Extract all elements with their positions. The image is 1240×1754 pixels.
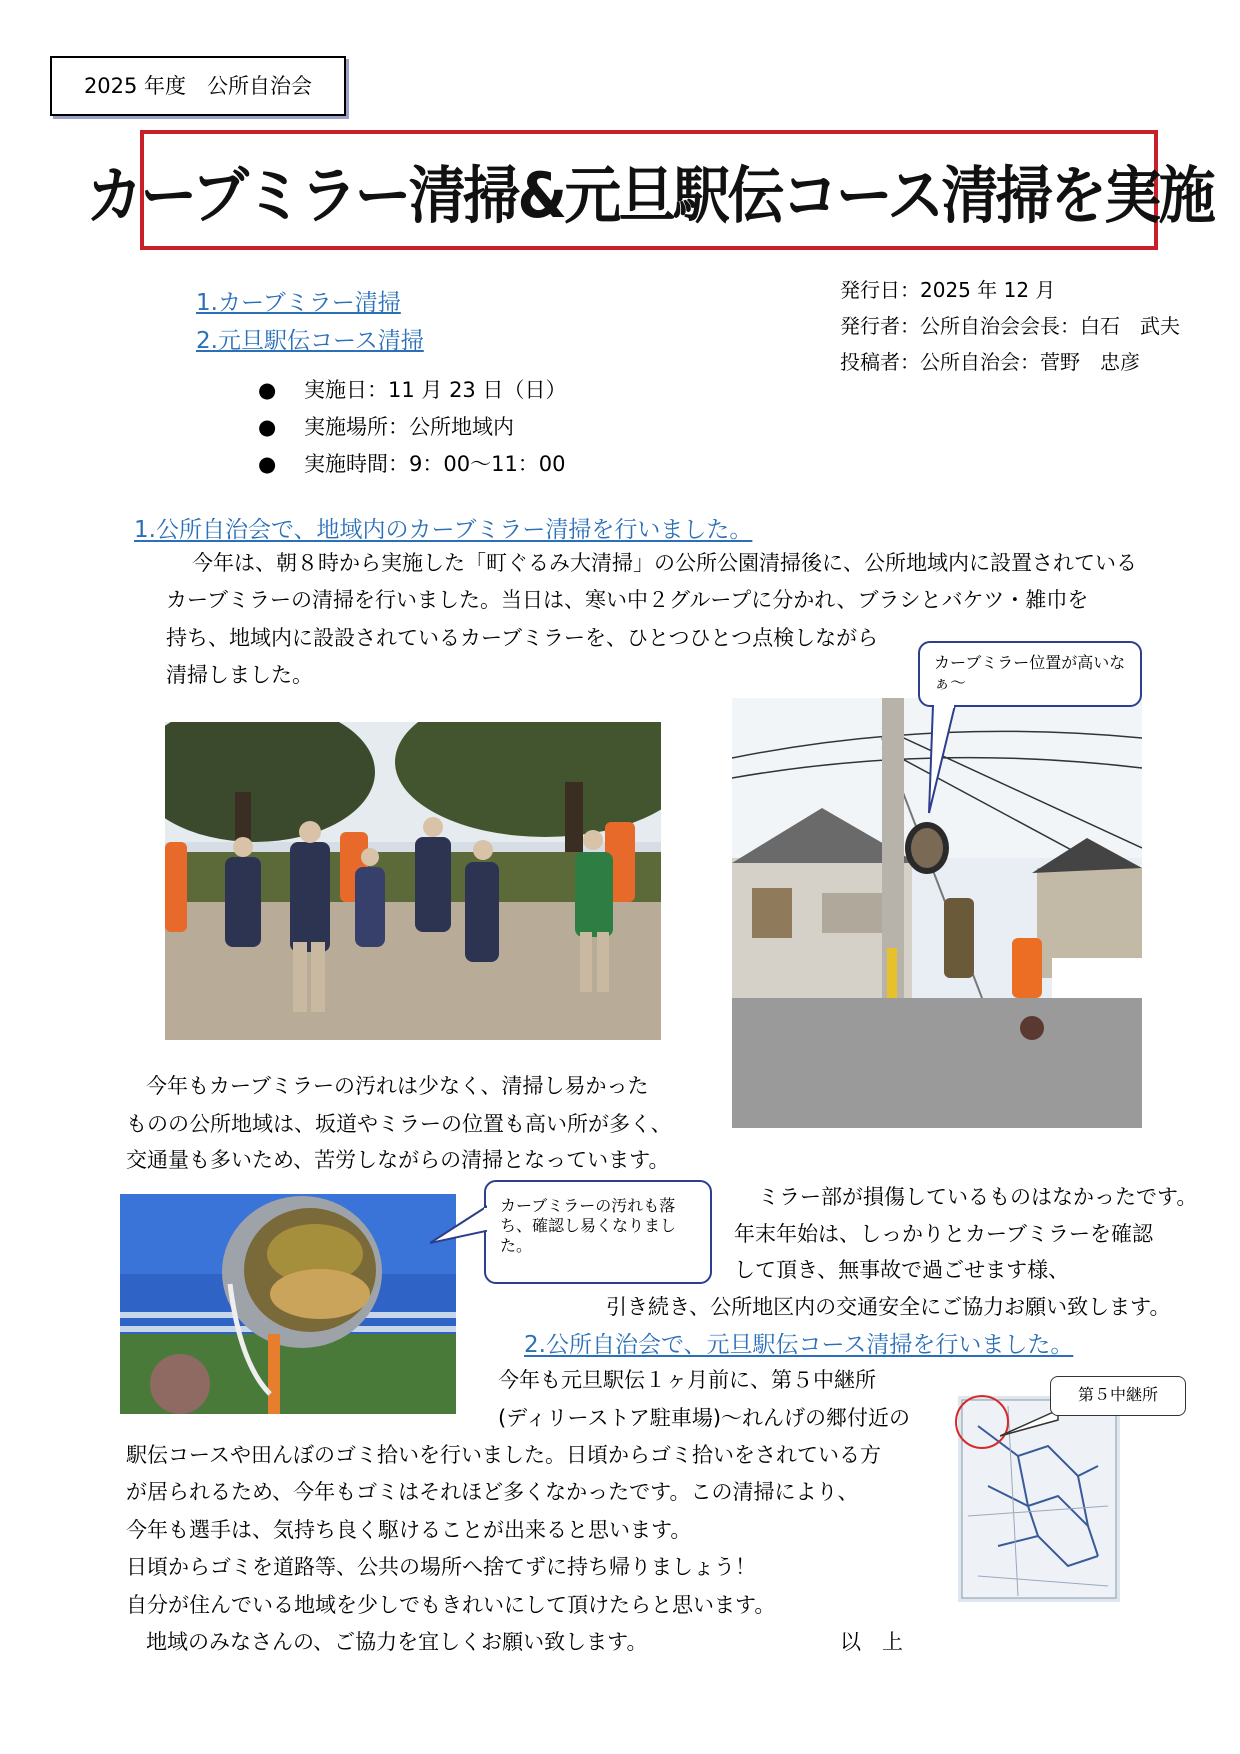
detail-text: 実施時間：9：00～11：00 <box>304 452 566 476</box>
map-label-bubble: 第５中継所 <box>1050 1376 1186 1416</box>
section2-line: 今年も選手は、気持ち良く駆けることが出来ると思います。 <box>126 1518 692 1542</box>
detail-date <box>258 374 566 404</box>
contributor: 投稿者：公所自治会：菅野 忠彦 <box>840 350 1140 374</box>
section1-intro-line: 清掃しました。 <box>166 663 313 687</box>
detail-text: 実施場所：公所地域内 <box>304 415 514 439</box>
bubble-mirror-clean: カーブミラーの汚れも落ち、確認し易くなりました。 <box>484 1180 712 1284</box>
bullet-icon: ● <box>258 378 277 402</box>
bullet-icon: ● <box>258 452 277 476</box>
park-group-photo <box>165 722 661 1040</box>
detail-place <box>258 411 514 441</box>
section1-heading: 1.公所自治会で、地域内のカーブミラー清掃を行いました。 <box>134 517 753 543</box>
section1-middle-line: 交通量も多いため、苦労しながらの清掃となっています。 <box>126 1148 670 1172</box>
section2-line: が居られるため、今年もゴミはそれほど多くなかったです。この清掃により、 <box>126 1480 859 1504</box>
bubble-pole-tail <box>925 705 965 815</box>
section1-closing-line: 引き続き、公所地区内の交通安全にご協力お願い致します。 <box>606 1295 1171 1319</box>
bullet-icon: ● <box>258 415 277 439</box>
section2-line: 今年も元旦駅伝１ヶ月前に、第５中継所 <box>498 1368 876 1392</box>
section1-middle-line: ものの公所地域は、坂道やミラーの位置も高い所が多く、 <box>126 1112 672 1136</box>
page-title: カーブミラー清掃&元旦駅伝コース清掃を実施 <box>85 158 1213 232</box>
fiscal-year-label: 2025 年度 公所自治会 <box>50 56 346 116</box>
detail-text: 実施日：11 月 23 日（日） <box>304 378 567 402</box>
section2-line: (ディリーストア駐車場)～れんげの郷付近の <box>498 1406 911 1430</box>
section2-last-line: 地域のみなさんの、ご協力を宜しくお願い致します。 <box>146 1630 648 1654</box>
toc-item-mirror[interactable]: 1.カーブミラー清掃 <box>196 290 401 316</box>
curve-mirror-photo <box>120 1194 456 1414</box>
section1-right-line: 年末年始は、しっかりとカーブミラーを確認 <box>734 1222 1153 1246</box>
bubble-pole-height: カーブミラー位置が高いなぁ～ <box>918 641 1142 707</box>
bubble-mirror-tail <box>430 1205 488 1245</box>
publisher: 発行者：公所自治会会長：白石 武夫 <box>840 314 1180 338</box>
section2-line: 自分が住んでいる地域を少しでもきれいにして頂けたらと思います。 <box>126 1593 776 1617</box>
section2-line: 駅伝コースや田んぼのゴミ拾いを行いました。日頃からゴミ拾いをされている方 <box>126 1443 881 1467</box>
section1-middle-line: 今年もカーブミラーの汚れは少なく、清掃し易かった <box>146 1074 649 1098</box>
section2-line: 日頃からゴミを道路等、公共の場所へ捨てずに持ち帰りましょう！ <box>126 1555 756 1579</box>
section1-intro-line: 持ち、地域内に設設されているカーブミラーを、ひとつひとつ点検しながら <box>166 626 879 650</box>
section2-heading: 2.公所自治会で、元旦駅伝コース清掃を行いました。 <box>524 1332 1074 1358</box>
detail-time <box>258 448 566 478</box>
toc-item-ekiden[interactable]: 2.元旦駅伝コース清掃 <box>196 328 424 354</box>
section1-right-line: ミラー部が損傷しているものはなかったです。 <box>758 1185 1198 1209</box>
title-banner <box>85 130 1213 250</box>
section1-right-line: して頂き、無事故で過ごせます様、 <box>734 1258 1070 1282</box>
section1-intro-line: カーブミラーの清掃を行いました。当日は、寒い中２グループに分かれ、ブラシとバケツ・雑巾を <box>166 588 1089 612</box>
issue-date: 発行日：2025 年 12 月 <box>840 278 1056 302</box>
end-mark: 以 上 <box>840 1630 903 1654</box>
section1-intro-line: 今年は、朝８時から実施した「町ぐるみ大清掃」の公所公園清掃後に、公所地域内に設置されている <box>192 551 1137 575</box>
